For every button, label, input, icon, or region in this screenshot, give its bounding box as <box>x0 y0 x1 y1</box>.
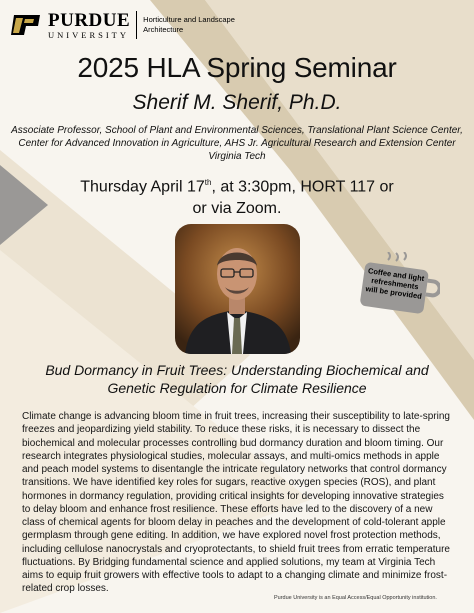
speaker-affiliation-block <box>10 124 464 163</box>
logo-divider <box>136 11 137 39</box>
logo-main-text: PURDUE <box>48 9 131 31</box>
speaker-institution: Virginia Tech <box>208 151 266 162</box>
coffee-note-text: Coffee and light refreshments will be provided <box>364 266 425 301</box>
speaker-photo <box>175 224 300 354</box>
speaker-name: Sherif M. Sherif, Ph.D. <box>132 91 342 114</box>
coffee-cup-icon <box>348 252 440 318</box>
talk-title: Bud Dormancy in Fruit Trees: Understanding Biochemical and Genetic Regulation for Climate Resilience <box>45 362 429 396</box>
logo-sub-text: UNIVERSITY <box>48 29 129 40</box>
seminar-title: 2025 HLA Spring Seminar <box>77 52 397 83</box>
event-date-suffix: th <box>204 178 212 187</box>
footer-equal-opportunity: Purdue University is an Equal Access/Equal Opportunity institution. <box>274 595 437 601</box>
event-time-place: , at 3:30pm, HORT 117 or <box>211 178 394 196</box>
speaker-affiliation: Associate Professor, School of Plant and Environmental Sciences, Translational Plant Science Center, Center for Advanced Innovation in Agriculture, AHS Jr. Agricultural Research and Extension Center <box>11 125 463 149</box>
event-date: Thursday April 17 <box>80 178 205 196</box>
purdue-logo <box>8 9 238 41</box>
logo-wordmark <box>48 11 130 40</box>
department-name: Horticulture and Landscape Architecture <box>143 15 235 34</box>
event-time-location <box>0 172 474 220</box>
event-zoom-note: or via Zoom. <box>192 200 282 218</box>
purdue-p-mark-icon <box>8 13 44 37</box>
abstract-text: Climate change is advancing bloom time in fruit trees, increasing their susceptibility to late-spring freezes and jeopardizing yield stability. To reduce these risks, it is necessary to dissect the biochemical and molecular processes controlling bud dormancy duration and bloom timing. Our research integrates physiological studies, molecular assays, and multi-omics methods in apple and peach model systems to disentangle the intricate regulatory networks that control dormancy transitions. We have identified key roles for sugars, reactive oxygen species (ROS), and plant hormones in dormancy regulation, providing critical insights for developing innovative strategies to delay bloom and enhance frost resilience. These efforts have led to the discovery of a new class of chemical agents for bloom delay in peaches and the development of cold-tolerant apple germplasm through gene editing. In addition, we have explored novel frost protection methods, including cellulose nanocrystals and cryoprotectants, to shield fruit trees from erratic temperature fluctuations. By Bridging fundamental science and applied solutions, my team at Virginia Tech aims to equip fruit growers with effective tools to adapt to a changing climate and minimize frost-related crop losses. <box>22 411 450 595</box>
coffee-refreshments-sign <box>348 252 440 318</box>
